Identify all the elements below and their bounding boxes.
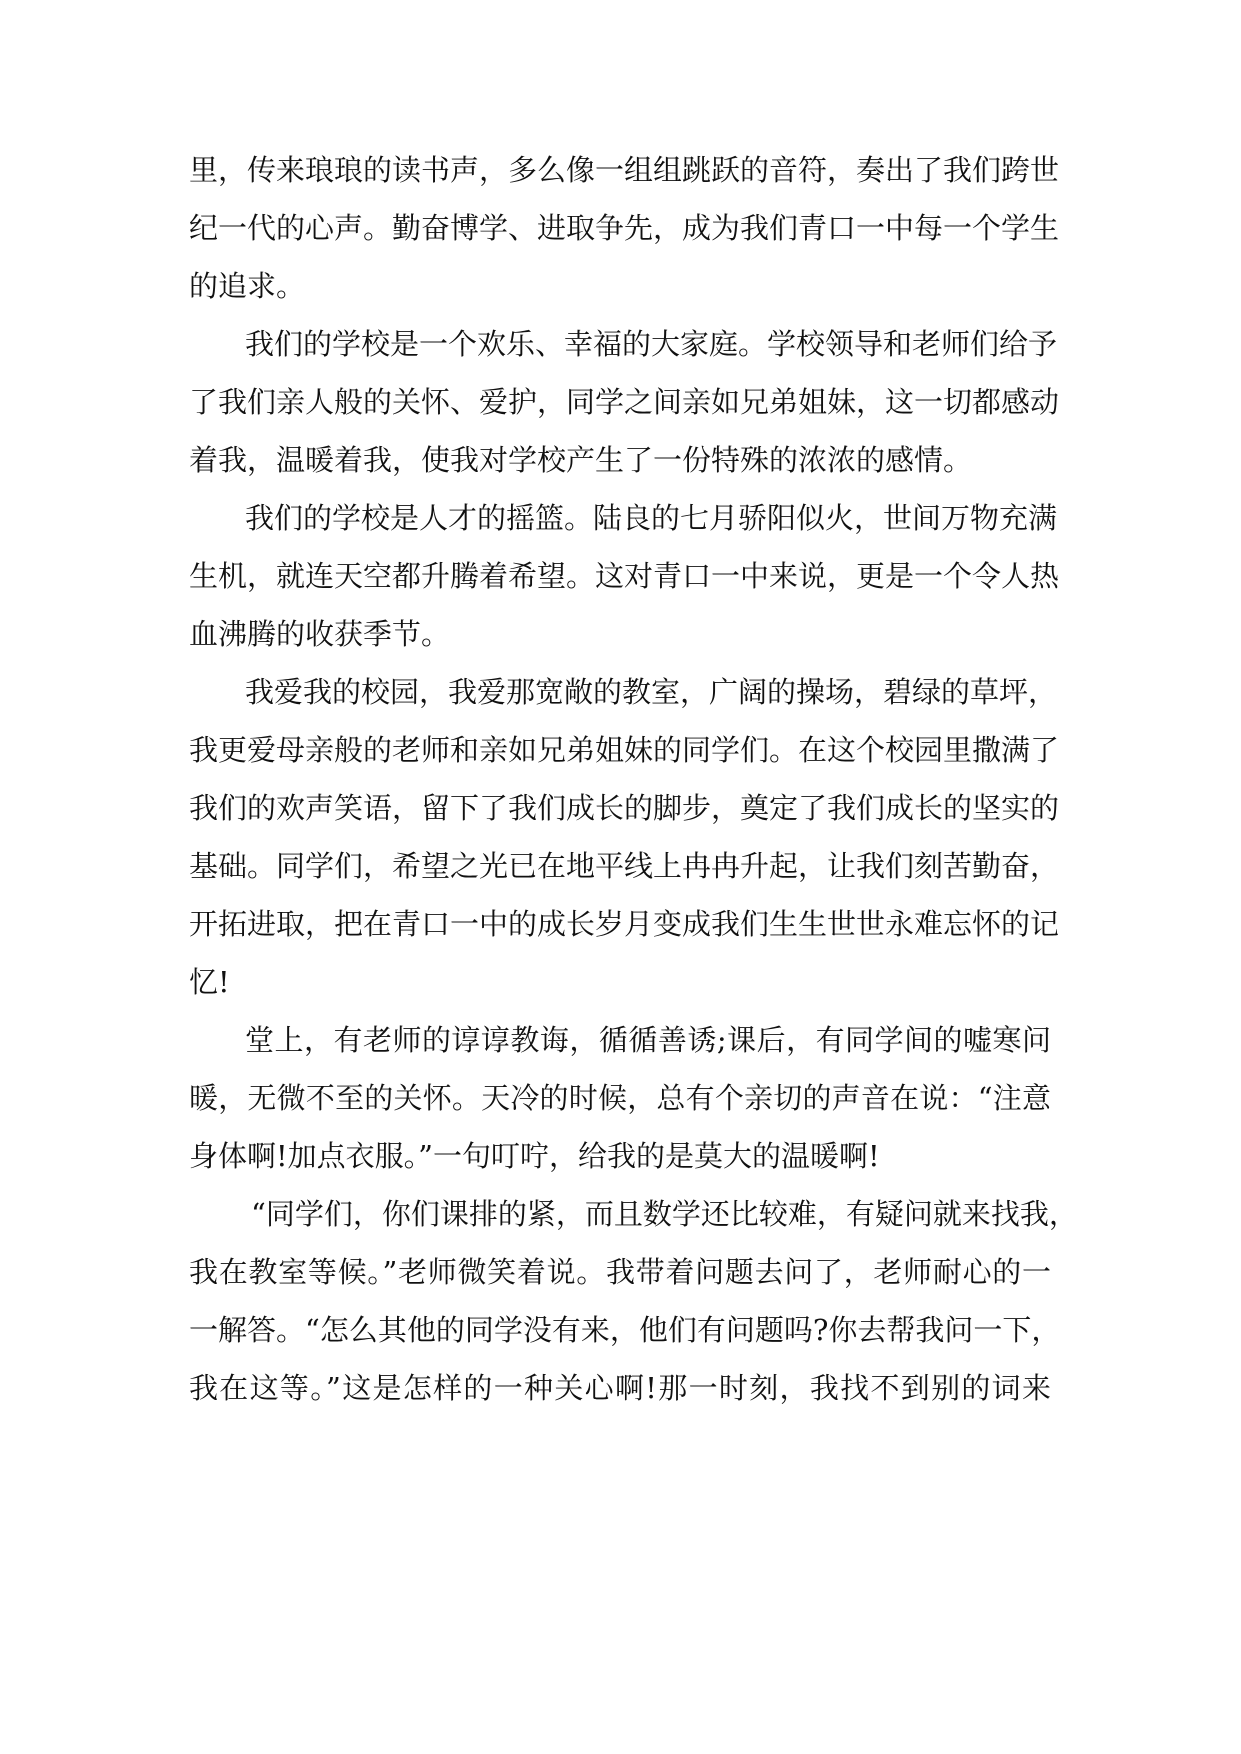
text-line: 我在教室等候。”老师微笑着说。我带着问题去问了，老师耐心的一: [189, 1255, 1051, 1289]
text-line: 血沸腾的收获季节。: [189, 617, 451, 651]
text-line: 开拓进取，把在青口一中的成长岁月变成我们生生世世永难忘怀的记: [189, 907, 1060, 941]
text-line: 暖，无微不至的关怀。天冷的时候，总有个亲切的声音在说：“注意: [189, 1081, 1051, 1115]
text-line: 我们的欢声笑语，留下了我们成长的脚步，奠定了我们成长的坚实的: [189, 791, 1060, 825]
paragraph-first-line: 我们的学校是一个欢乐、幸福的大家庭。学校领导和老师们给予: [245, 327, 1058, 361]
text-line: 了我们亲人般的关怀、爱护，同学之间亲如兄弟姐妹，这一切都感动: [189, 385, 1060, 419]
text-line: 着我，温暖着我，使我对学校产生了一份特殊的浓浓的感情。: [189, 443, 973, 477]
text-line: 我在这等。”这是怎样的一种关心啊!那一时刻，我找不到别的词来: [189, 1371, 1051, 1405]
text-line: 身体啊!加点衣服。”一句叮咛，给我的是莫大的温暖啊!: [189, 1139, 880, 1173]
text-line: 忆!: [189, 965, 230, 999]
text-line: 生机，就连天空都升腾着希望。这对青口一中来说，更是一个令人热: [189, 559, 1060, 593]
paragraph-first-line: 堂上，有老师的谆谆教诲，循循善诱;课后，有同学间的嘘寒问: [245, 1023, 1051, 1057]
text-line: 的追求。: [189, 269, 306, 303]
text-line: 里，传来琅琅的读书声，多么像一组组跳跃的音符，奏出了我们跨世: [189, 153, 1060, 187]
text-line: 我更爱母亲般的老师和亲如兄弟姐妹的同学们。在这个校园里撒满了: [189, 733, 1060, 767]
paragraph-first-line: 我们的学校是人才的摇篮。陆良的七月骄阳似火，世间万物充满: [245, 501, 1058, 535]
text-line: 一解答。“怎么其他的同学没有来，他们有问题吗?你去帮我问一下，: [189, 1313, 1061, 1347]
text-line: 纪一代的心声。勤奋博学、进取争先，成为我们青口一中每一个学生: [189, 211, 1060, 245]
text-line: 基础。同学们，希望之光已在地平线上冉冉升起，让我们刻苦勤奋，: [189, 849, 1060, 883]
paragraph-first-line: “同学们，你们课排的紧，而且数学还比较难，有疑问就来找我，: [251, 1197, 1078, 1231]
paragraph-first-line: 我爱我的校园，我爱那宽敞的教室，广阔的操场，碧绿的草坪，: [245, 675, 1058, 709]
